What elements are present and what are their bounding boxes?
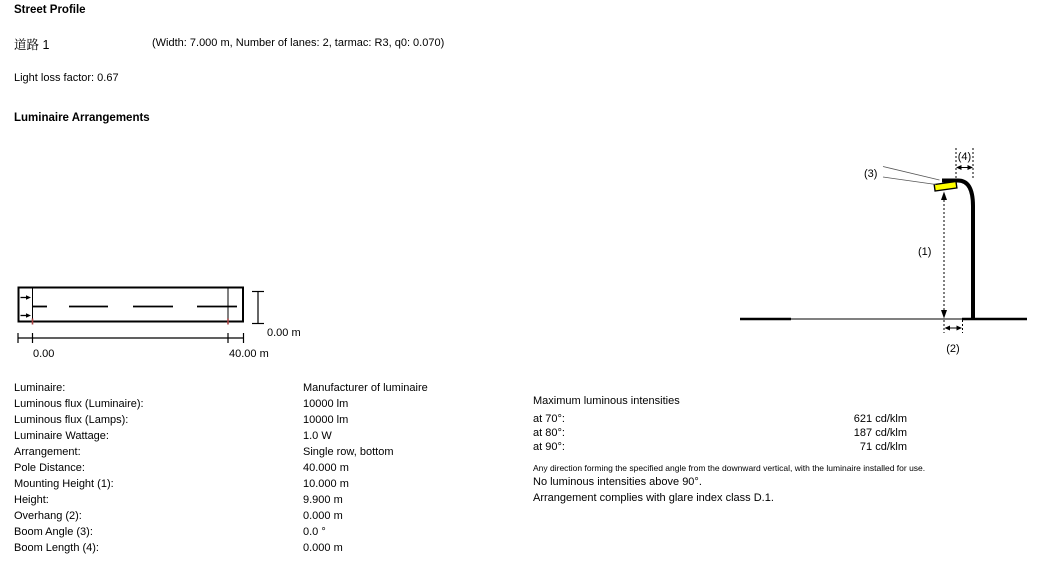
property-row — [14, 540, 474, 556]
property-value: 9.900 m — [303, 494, 343, 506]
property-row — [14, 460, 474, 476]
traffic-arrow-lane1 — [21, 295, 32, 299]
property-value: 10000 lm — [303, 398, 349, 410]
property-label: Mounting Height (1): — [14, 478, 114, 490]
property-label: Overhang (2): — [14, 510, 82, 522]
intensity-value: 187 cd/klm — [853, 427, 907, 439]
property-row — [14, 412, 474, 428]
property-row — [14, 508, 474, 524]
length-start-label: 0.00 — [33, 348, 55, 360]
boom-angle-label: (3) — [864, 168, 878, 180]
traffic-arrow-lane2 — [21, 313, 32, 317]
intensity-value: 621 cd/klm — [853, 413, 907, 425]
property-value: 0.0 ° — [303, 526, 326, 538]
intensities-title: Maximum luminous intensities — [533, 395, 680, 407]
street-plan-diagram — [0, 270, 320, 365]
property-row — [14, 396, 474, 412]
intensity-angle-label: at 70°: — [533, 413, 565, 425]
property-row — [14, 524, 474, 540]
street-params: (Width: 7.000 m, Number of lanes: 2, tarmac: R3, q0: 0.070) — [152, 37, 445, 49]
mounting-height-dimension — [941, 192, 947, 319]
property-label: Luminous flux (Luminaire): — [14, 398, 144, 410]
property-value: 10.000 m — [303, 478, 349, 490]
intensity-value: 71 cd/klm — [859, 441, 907, 453]
intensity-row — [533, 427, 907, 440]
intensity-row — [533, 413, 907, 426]
intensity-row — [533, 441, 907, 454]
property-value: 1.0 W — [303, 430, 332, 442]
boom-length-label: (4) — [957, 151, 972, 163]
pole-elevation-diagram — [730, 140, 1040, 360]
section-title: Luminaire Arrangements — [14, 112, 150, 124]
pole — [942, 181, 973, 320]
property-label: Pole Distance: — [14, 462, 85, 474]
intensities-footnote: Any direction forming the specified angle from the downward vertical, with the luminaire installed for use. — [533, 463, 926, 473]
page-title: Street Profile — [14, 4, 86, 16]
profile-width-dimension — [252, 292, 264, 324]
property-row — [14, 492, 474, 508]
profile-width-label: 0.00 m — [267, 327, 301, 339]
property-label: Boom Length (4): — [14, 542, 99, 554]
street-name: 道路 1 — [14, 38, 50, 52]
note-glare-class: Arrangement complies with glare index class D.1. — [533, 492, 774, 504]
luminaire-properties-list — [14, 380, 474, 556]
overhang-label: (2) — [946, 343, 960, 355]
property-label: Boom Angle (3): — [14, 526, 93, 538]
property-value: 40.000 m — [303, 462, 349, 474]
property-value: Manufacturer of luminaire — [303, 382, 428, 394]
property-label: Arrangement: — [14, 446, 81, 458]
property-row — [14, 476, 474, 492]
property-row — [14, 428, 474, 444]
street-outline — [19, 288, 244, 322]
luminaire-head — [934, 181, 957, 190]
property-row — [14, 444, 474, 460]
property-label: Height: — [14, 494, 49, 506]
property-label: Luminaire: — [14, 382, 66, 394]
overhang-dimension — [944, 320, 963, 333]
property-value: Single row, bottom — [303, 446, 394, 458]
property-row — [14, 380, 474, 396]
property-label: Luminous flux (Lamps): — [14, 414, 129, 426]
intensity-angle-label: at 80°: — [533, 427, 565, 439]
property-label: Luminaire Wattage: — [14, 430, 109, 442]
light-loss-factor: Light loss factor: 0.67 — [14, 72, 119, 84]
boom-angle-lines — [883, 167, 940, 185]
property-value: 0.000 m — [303, 542, 343, 554]
intensity-angle-label: at 90°: — [533, 441, 565, 453]
length-dimension — [18, 333, 244, 343]
note-above-90: No luminous intensities above 90°. — [533, 476, 702, 488]
mounting-height-label: (1) — [918, 246, 932, 258]
length-end-label: 40.00 m — [229, 348, 269, 360]
property-value: 10000 lm — [303, 414, 349, 426]
property-value: 0.000 m — [303, 510, 343, 522]
